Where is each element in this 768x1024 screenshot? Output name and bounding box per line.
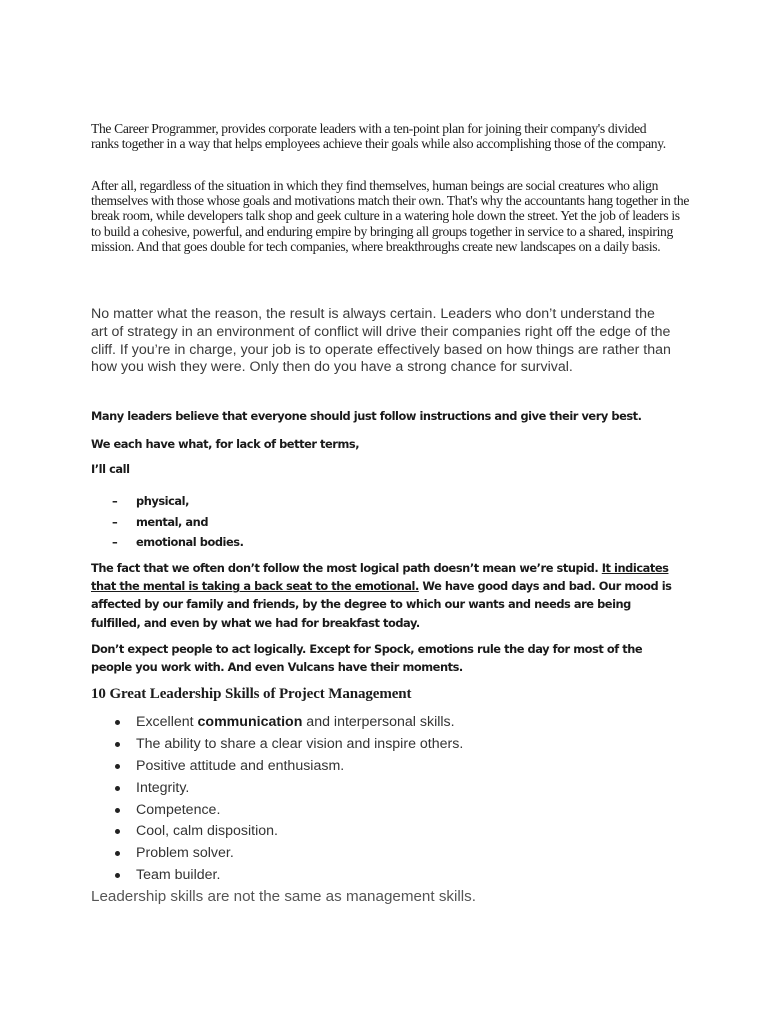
bullet-dot-icon [115, 808, 120, 813]
strategy-paragraph: No matter what the reason, the result is always certain. Leaders who don’t understand the art of strategy in an environment of conflict will drive their companies right off the edge of the cliff. If you’re in charge, your job is to operate effectively based on how things are rather than how you wish they were. Only then do you have a strong chance for survival. [91, 306, 671, 376]
logic-text-after: We have good days and bad. Our mood is affected by our family and friends, by the degree to which our wants and needs are being fulfilled, and even by what we had for breakfast today. [91, 579, 672, 630]
skill-text-highlight: communication [197, 714, 303, 730]
ill-call-paragraph: I’ll call [91, 462, 130, 476]
spock-text-lead: Don’t expect people to act logically. [91, 642, 306, 656]
list-item-label [136, 712, 455, 732]
social-creatures-paragraph: After all, regardless of the situation in which they find themselves, human beings are social creatures who align themselves with those whose goals and motivations match their own. That's why the accountants hang together in the break room, while developers talk shop and geek culture in a watering hole down the street. Yet the job of leaders is to build a cohesive, powerful, and enduring empire by bringing all groups together in service to a shared, inspiring mission. And that goes double for tech companies, where breakthroughs create new landscapes on a daily basis. [91, 178, 690, 254]
list-item-label: Integrity. [136, 779, 190, 796]
spock-paragraph [91, 640, 681, 676]
closing-line: Leadership skills are not the same as management skills. [91, 888, 476, 905]
bullet-dot-icon [115, 829, 120, 834]
bullet-dot-icon [115, 742, 120, 747]
list-item-label: mental, and [136, 514, 209, 529]
logic-paragraph [91, 559, 681, 632]
list-item-label: Problem solver. [136, 845, 234, 862]
dash-marker: – [112, 514, 118, 529]
skill-text-after: and interpersonal skills. [302, 714, 455, 730]
bullet-dot-icon [115, 720, 120, 725]
spock-text-rest: Except for Spock, emotions rule the day for most of the people you work with. And even Vulcans have their moments. [91, 642, 643, 675]
bullet-dot-icon [115, 851, 120, 856]
list-item-label: Competence. [136, 801, 221, 818]
lack-of-terms-paragraph: We each have what, for lack of better terms, [91, 437, 360, 451]
logic-text-before: The fact that we often don’t follow the most logical path doesn’t mean we’re stupid. [91, 561, 602, 575]
skill-text-before: Excellent [136, 714, 198, 730]
list-item-label: Team builder. [136, 867, 221, 884]
dash-marker: – [112, 494, 118, 508]
logic-text-underlined: It indicates that the mental is taking a back seat to the emotional. [91, 561, 669, 594]
list-item-label: Cool, calm disposition. [136, 823, 278, 840]
section-heading: 10 Great Leadership Skills of Project Management [91, 686, 412, 702]
bullet-dot-icon [115, 786, 120, 791]
bullet-dot-icon [115, 873, 120, 878]
list-item-label: Positive attitude and enthusiasm. [136, 757, 345, 774]
bullet-dot-icon [115, 764, 120, 769]
intro-paragraph: The Career Programmer, provides corporate leaders with a ten-point plan for joining their company's divided ranks together in a way that helps employees achieve their goals while also accomplishing those of the company. [91, 121, 666, 152]
instructions-paragraph: Many leaders believe that everyone should just follow instructions and give their very best. [91, 409, 642, 423]
list-item-label: The ability to share a clear vision and inspire others. [136, 735, 464, 752]
list-item-label: emotional bodies. [136, 535, 244, 549]
dash-marker: – [112, 535, 118, 549]
list-item-label: physical, [136, 494, 189, 508]
